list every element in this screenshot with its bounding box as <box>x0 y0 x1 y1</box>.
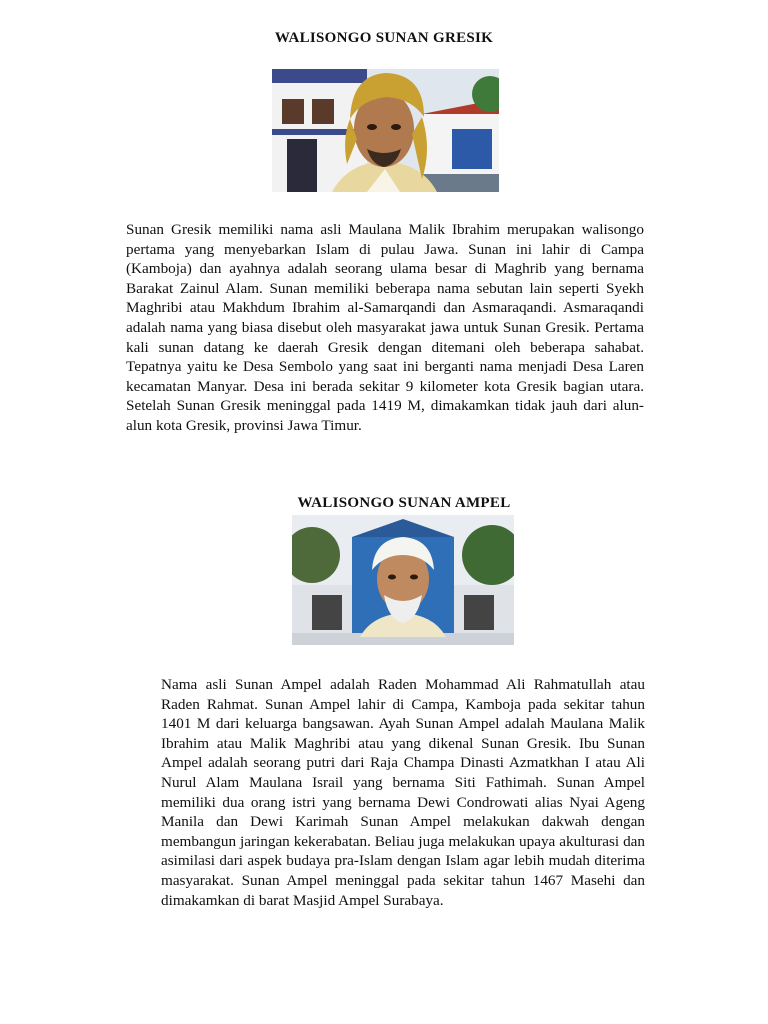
paragraph-ampel: Nama asli Sunan Ampel adalah Raden Mohammad Ali Rahmatullah atau Raden Rahmat. Sunan Ampel lahir di Campa, Kamboja pada sekitar tahun 1401 M dari keluarga bangsawan. Ayah Sunan Ampel adalah Maulana Malik Ibrahim atau Malik Maghribi atau yang dikenal Sunan Gresik. Ibu Sunan Ampel adalah seorang putri dari Raja Champa Dinasti Azmatkhan I atau Ali Nurul Alam Maulana Israil yang bernama Siti Fathimah. Sunan Ampel memiliki dua orang istri yang bernama Dewi Condrowati alias Nyai Ageng Manila dan Dewi Karimah Sunan Ampel melakukan dakwah dengan membangun jaringan kekerabatan. Beliau juga melakukan upaya akulturasi dan asimilasi dari aspek budaya pra-Islam dengan Islam agar lebih mudah diterima masyarakat. Sunan Ampel meninggal pada sekitar tahun 1467 Masehi dan dimakamkan di barat Masjid Ampel Surabaya. <box>161 676 645 909</box>
sunan-ampel-photo <box>292 515 514 645</box>
section-title-gresik: WALISONGO SUNAN GRESIK <box>274 30 494 46</box>
paragraph-gresik: Sunan Gresik memiliki nama asli Maulana Malik Ibrahim merupakan walisongo pertama yang menyebarkan Islam di pulau Jawa. Sunan ini lahir di Campa (Kamboja) dan ayahnya adalah seorang ulama besar di Maghrib yang bernama Barakat Zainul Alam. Sunan memiliki beberapa nama sebutan lain seperti Syekh Maghribi atau Makhdum Ibrahim al-Samarqandi dan Asmaraqandi. Asmaraqandi adalah nama yang biasa disebut oleh masyarakat jawa untuk Sunan Gresik. Pertama kali sunan datang ke daerah Gresik dengan ditemani oleh beberapa sahabat. Tepatnya yaitu ke Desa Sembolo yang saat ini berganti nama menjadi Desa Laren kecamatan Manyar. Desa ini berada sekitar 9 kilometer kota Gresik bagian utara. Setelah Sunan Gresik meninggal pada 1419 M, dimakamkan tidak jauh dari alun-alun kota Gresik, provinsi Jawa Timur. <box>126 221 644 434</box>
section-title-ampel: WALISONGO SUNAN AMPEL <box>297 495 511 511</box>
sunan-gresik-photo <box>272 69 499 192</box>
